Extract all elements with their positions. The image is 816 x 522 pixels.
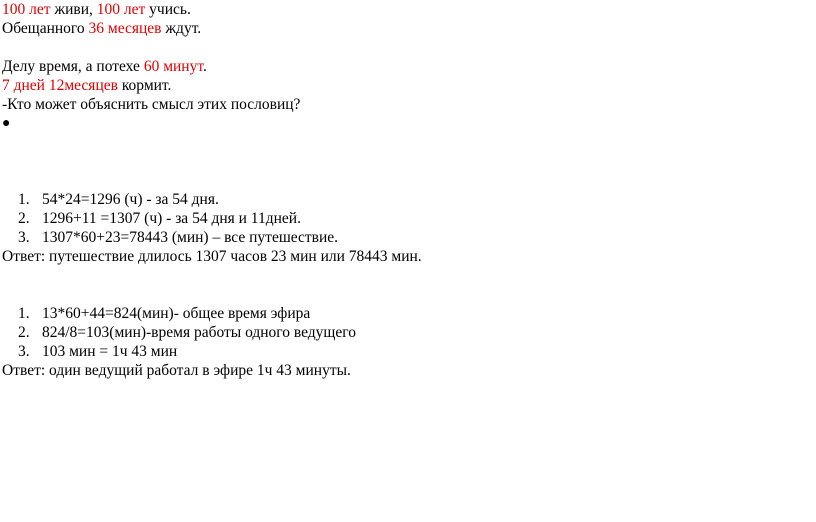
highlight-text: 100 лет bbox=[2, 1, 51, 18]
highlight-text: 36 месяцев bbox=[88, 20, 162, 37]
step-text: 13*60+44=824(мин)- общее время эфира bbox=[42, 305, 311, 322]
blank-line bbox=[2, 38, 812, 57]
highlight-text: 100 лет bbox=[96, 1, 146, 18]
plain-text: . bbox=[202, 58, 207, 75]
step-text: 1296+11 =1307 (ч) - за 54 дня и 11дней. bbox=[42, 210, 301, 227]
step-text: 103 мин = 1ч 43 мин bbox=[42, 343, 178, 360]
plain-text: ждут. bbox=[161, 20, 202, 37]
bullet-icon: ● bbox=[2, 116, 11, 131]
document-page bbox=[2, 0, 812, 380]
list-number: 2. bbox=[18, 210, 30, 227]
task2-steps-list bbox=[2, 304, 812, 361]
proverb-line-2 bbox=[2, 19, 812, 38]
highlight-text: 7 дней 12месяцев bbox=[2, 77, 118, 94]
plain-text: Делу время, а потехе bbox=[2, 58, 144, 75]
plain-text: учись. bbox=[145, 1, 191, 18]
list-number: 3. bbox=[18, 229, 30, 246]
list-item bbox=[2, 190, 812, 209]
plain-text: кормит. bbox=[117, 77, 172, 94]
proverb-line-3 bbox=[2, 57, 812, 76]
spacer bbox=[2, 133, 812, 190]
plain-text: живи, bbox=[50, 1, 97, 18]
list-number: 3. bbox=[18, 343, 30, 360]
task1-answer: Ответ: путешествие длилось 1307 часов 23 мин или 78443 мин. bbox=[2, 248, 422, 265]
task1-steps-list bbox=[2, 190, 812, 247]
spacer bbox=[2, 266, 812, 304]
list-number: 1. bbox=[18, 305, 30, 322]
step-text: 824/8=103(мин)-время работы одного ведущего bbox=[42, 324, 356, 341]
proverb-line-1 bbox=[2, 0, 812, 19]
list-item bbox=[2, 304, 812, 323]
list-item bbox=[2, 342, 812, 361]
question-text: -Кто может объяснить смысл этих пословиц? bbox=[2, 96, 301, 113]
proverb-line-4 bbox=[2, 76, 812, 95]
list-item bbox=[2, 209, 812, 228]
step-text: 54*24=1296 (ч) - за 54 дня. bbox=[42, 191, 219, 208]
task2-answer: Ответ: один ведущий работал в эфире 1ч 43 минуты. bbox=[2, 362, 351, 379]
list-number: 1. bbox=[18, 191, 30, 208]
list-item bbox=[2, 323, 812, 342]
plain-text: Обещанного bbox=[2, 20, 89, 37]
highlight-text: 60 минут bbox=[143, 58, 203, 75]
list-number: 2. bbox=[18, 324, 30, 341]
list-item bbox=[2, 228, 812, 247]
step-text: 1307*60+23=78443 (мин) – все путешествие. bbox=[42, 229, 339, 246]
